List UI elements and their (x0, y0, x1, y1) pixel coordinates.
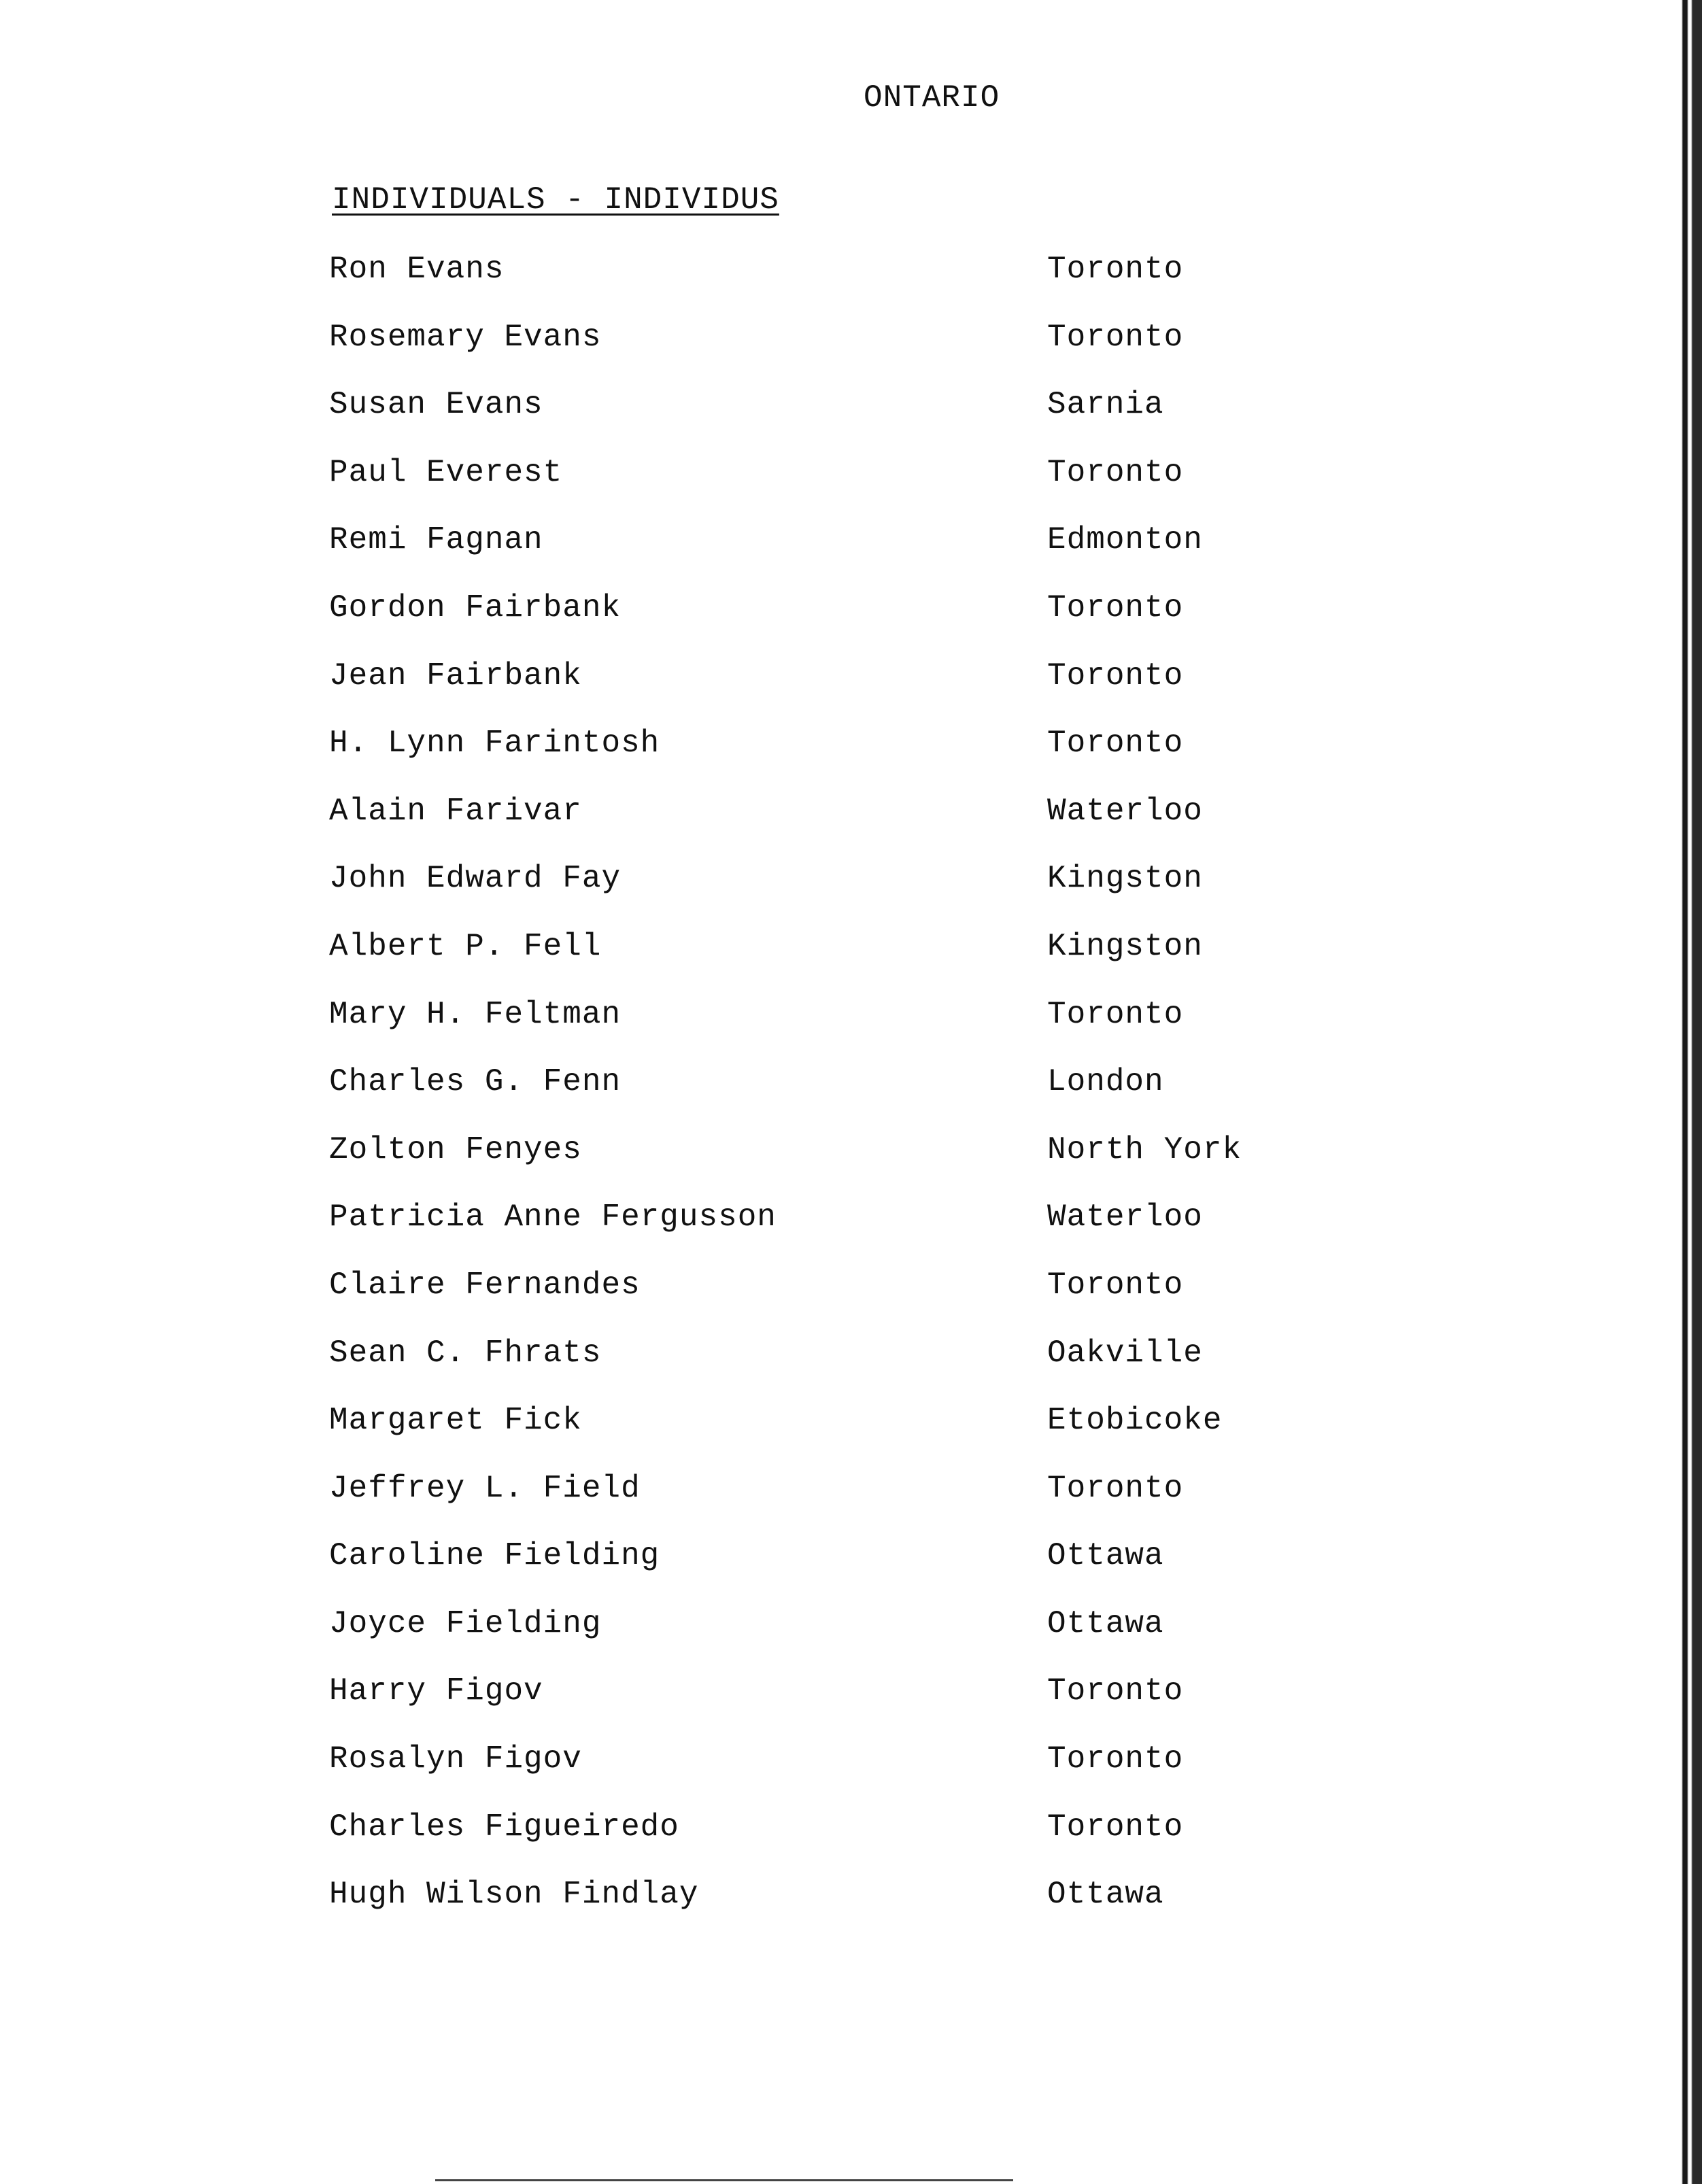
list-item (320, 719, 1340, 787)
person-city: Waterloo (1047, 1199, 1203, 1235)
person-name: Gordon Fairbank (329, 590, 622, 626)
list-item (320, 1464, 1340, 1532)
person-city: London (1047, 1064, 1164, 1100)
person-name: Zolton Fenyes (329, 1131, 582, 1167)
bottom-rule (435, 2179, 1013, 2181)
list-item (320, 515, 1340, 583)
person-name: Margaret Fick (329, 1403, 582, 1439)
list-item (320, 1803, 1340, 1871)
person-name: Jeffrey L. Field (329, 1470, 641, 1506)
person-city: Edmonton (1047, 522, 1203, 558)
person-city: North York (1047, 1131, 1242, 1167)
person-name: Claire Fernandes (329, 1267, 641, 1303)
person-name: Ron Evans (329, 252, 505, 287)
section-title: INDIVIDUALS - INDIVIDUS (332, 182, 779, 218)
person-name: Albert P. Fell (329, 928, 602, 964)
person-city: Ottawa (1047, 1877, 1164, 1913)
list-item (320, 1261, 1340, 1329)
person-city: Toronto (1047, 726, 1184, 762)
person-city: Toronto (1047, 454, 1184, 490)
person-city: Kingston (1047, 928, 1203, 964)
person-name: Susan Evans (329, 387, 543, 423)
person-name: Jean Fairbank (329, 658, 582, 694)
person-city: Ottawa (1047, 1605, 1164, 1641)
list-item (320, 854, 1340, 922)
list-item (320, 1193, 1340, 1261)
list-item (320, 787, 1340, 855)
person-name: Patricia Anne Fergusson (329, 1199, 777, 1235)
person-name: Sean C. Fhrats (329, 1335, 602, 1371)
person-name: Charles G. Fenn (329, 1064, 622, 1100)
person-city: Toronto (1047, 1741, 1184, 1777)
list-item (320, 1057, 1340, 1125)
list-item (320, 1125, 1340, 1193)
person-city: Toronto (1047, 1809, 1184, 1845)
list-item (320, 922, 1340, 990)
person-city: Toronto (1047, 658, 1184, 694)
person-name: Rosalyn Figov (329, 1741, 582, 1777)
person-name: Charles Figueiredo (329, 1809, 679, 1845)
list-item (320, 651, 1340, 719)
person-city: Toronto (1047, 590, 1184, 626)
person-city: Toronto (1047, 319, 1184, 355)
person-city: Toronto (1047, 996, 1184, 1032)
binding-edge (1679, 0, 1702, 2184)
person-city: Sarnia (1047, 387, 1164, 423)
list-item (320, 1667, 1340, 1735)
page-heading: ONTARIO (864, 80, 1000, 116)
list-item (320, 1329, 1340, 1397)
list-item (320, 1870, 1340, 1938)
person-name: H. Lynn Farintosh (329, 726, 660, 762)
individuals-list (320, 245, 1340, 1938)
person-name: Joyce Fielding (329, 1605, 602, 1641)
person-city: Ottawa (1047, 1538, 1164, 1574)
person-name: Harry Figov (329, 1673, 543, 1709)
person-name: Remi Fagnan (329, 522, 543, 558)
list-item (320, 583, 1340, 651)
person-city: Toronto (1047, 252, 1184, 287)
person-city: Toronto (1047, 1673, 1184, 1709)
person-city: Etobicoke (1047, 1403, 1223, 1439)
list-item (320, 1599, 1340, 1667)
person-city: Waterloo (1047, 793, 1203, 829)
person-city: Kingston (1047, 861, 1203, 897)
list-item (320, 990, 1340, 1058)
person-name: John Edward Fay (329, 861, 622, 897)
list-item (320, 1396, 1340, 1464)
person-city: Toronto (1047, 1267, 1184, 1303)
list-item (320, 448, 1340, 516)
list-item (320, 313, 1340, 381)
person-name: Hugh Wilson Findlay (329, 1877, 699, 1913)
person-name: Caroline Fielding (329, 1538, 660, 1574)
list-item (320, 245, 1340, 313)
person-name: Alain Farivar (329, 793, 582, 829)
person-name: Mary H. Feltman (329, 996, 622, 1032)
person-city: Oakville (1047, 1335, 1203, 1371)
list-item (320, 1735, 1340, 1803)
person-city: Toronto (1047, 1470, 1184, 1506)
list-item (320, 1531, 1340, 1599)
list-item (320, 380, 1340, 448)
person-name: Paul Everest (329, 454, 563, 490)
person-name: Rosemary Evans (329, 319, 602, 355)
